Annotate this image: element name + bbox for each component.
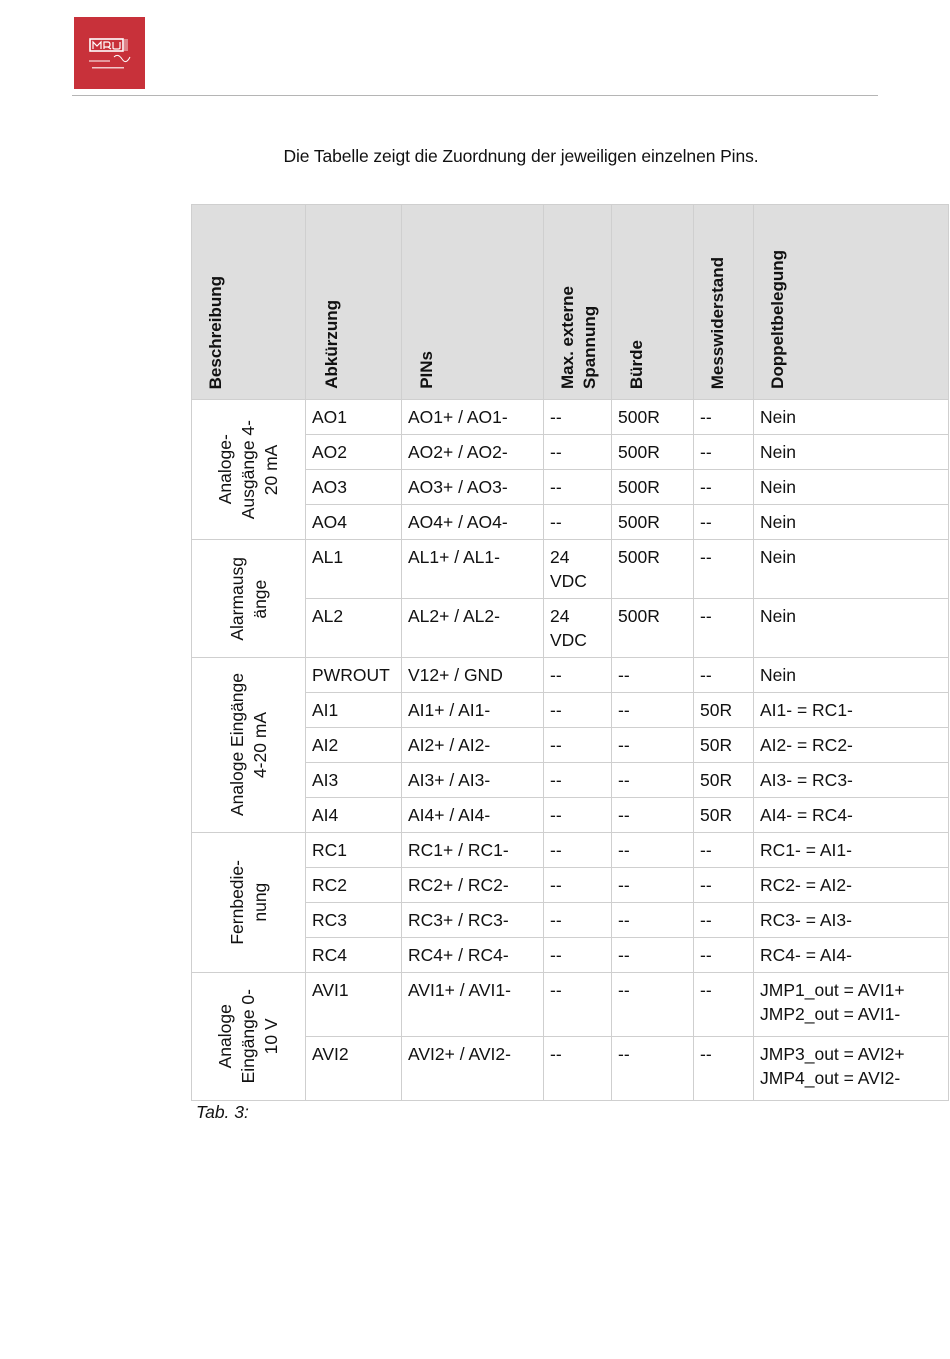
cell-doppeltbelegung-text: RC2- = AI2- [760, 875, 852, 895]
cell-abkuerzung-text: AVI1 [312, 980, 349, 1000]
cell-doppeltbelegung-text: AI1- = RC1- [760, 700, 853, 720]
table-row [192, 798, 949, 833]
cell-doppeltbelegung [754, 470, 949, 505]
cell-spannung [544, 973, 612, 1037]
cell-spannung-text: 24 VDC [550, 606, 587, 650]
header-pins: PINs [402, 205, 544, 400]
group-label: Analoge- Ausgänge 4- 20 mA [215, 419, 281, 520]
cell-abkuerzung-text: AO2 [312, 442, 348, 462]
cell-messwiderstand-text: 50R [700, 770, 733, 790]
cell-pins [402, 400, 544, 435]
table-header-row [192, 205, 949, 400]
cell-abkuerzung [306, 868, 402, 903]
cell-spannung [544, 763, 612, 798]
cell-pins-text: AO1+ / AO1- [408, 407, 508, 427]
cell-doppeltbelegung [754, 435, 949, 470]
cell-spannung-text: -- [550, 477, 562, 497]
cell-buerde [612, 693, 694, 728]
cell-spannung [544, 470, 612, 505]
table-row [192, 973, 949, 1037]
cell-messwiderstand-text: 50R [700, 735, 733, 755]
cell-buerde [612, 470, 694, 505]
cell-messwiderstand [694, 938, 754, 973]
table-row [192, 693, 949, 728]
cell-pins [402, 540, 544, 599]
cell-pins-text: RC2+ / RC2- [408, 875, 509, 895]
cell-doppeltbelegung [754, 599, 949, 658]
cell-doppeltbelegung [754, 505, 949, 540]
cell-buerde-text: 500R [618, 477, 660, 497]
cell-buerde-text: -- [618, 945, 630, 965]
group-label-cell [192, 400, 306, 540]
cell-pins [402, 728, 544, 763]
cell-pins-text: AO3+ / AO3- [408, 477, 508, 497]
cell-pins-text: AI1+ / AI1- [408, 700, 491, 720]
cell-doppeltbelegung-text: RC1- = AI1- [760, 840, 852, 860]
cell-buerde [612, 658, 694, 693]
cell-doppeltbelegung-text: Nein [760, 512, 796, 532]
cell-messwiderstand-text: -- [700, 665, 712, 685]
intro-text: Die Tabelle zeigt die Zuordnung der jeweiligen einzelnen Pins. [283, 146, 759, 166]
cell-spannung [544, 798, 612, 833]
cell-buerde [612, 973, 694, 1037]
cell-buerde-text: -- [618, 735, 630, 755]
cell-buerde [612, 599, 694, 658]
cell-abkuerzung [306, 540, 402, 599]
cell-doppeltbelegung-text: Nein [760, 606, 796, 626]
cell-abkuerzung-text: AO3 [312, 477, 348, 497]
table-row [192, 540, 949, 599]
cell-messwiderstand-text: -- [700, 442, 712, 462]
cell-abkuerzung-text: AO4 [312, 512, 348, 532]
cell-messwiderstand [694, 400, 754, 435]
cell-buerde [612, 728, 694, 763]
cell-abkuerzung [306, 833, 402, 868]
cell-doppeltbelegung [754, 693, 949, 728]
cell-messwiderstand-text: -- [700, 477, 712, 497]
cell-spannung [544, 599, 612, 658]
group-label-cell [192, 973, 306, 1101]
cell-buerde-text: 500R [618, 407, 660, 427]
cell-doppeltbelegung-text: AI4- = RC4- [760, 805, 853, 825]
header-messwiderstand: Messwiderstand [694, 205, 754, 400]
cell-spannung-text: -- [550, 805, 562, 825]
cell-pins-text: AO4+ / AO4- [408, 512, 508, 532]
cell-doppeltbelegung-text: RC3- = AI3- [760, 910, 852, 930]
cell-doppeltbelegung [754, 903, 949, 938]
cell-doppeltbelegung [754, 728, 949, 763]
cell-abkuerzung-text: PWROUT [312, 665, 390, 685]
cell-abkuerzung-text: AL1 [312, 547, 344, 567]
cell-pins [402, 798, 544, 833]
cell-pins-text: AVI1+ / AVI1- [408, 980, 511, 1000]
cell-abkuerzung [306, 903, 402, 938]
cell-doppeltbelegung [754, 798, 949, 833]
table-row [192, 938, 949, 973]
cell-pins-text: AL1+ / AL1- [408, 547, 500, 567]
cell-buerde-text: 500R [618, 442, 660, 462]
cell-buerde-text: -- [618, 980, 630, 1000]
pin-assignment-table [191, 204, 949, 1101]
header-divider [72, 95, 878, 96]
cell-spannung [544, 728, 612, 763]
cell-messwiderstand [694, 763, 754, 798]
cell-doppeltbelegung [754, 1037, 949, 1101]
cell-buerde [612, 505, 694, 540]
cell-buerde [612, 798, 694, 833]
group-label-cell [192, 658, 306, 833]
cell-doppeltbelegung-text: Nein [760, 665, 796, 685]
cell-spannung-text: -- [550, 512, 562, 532]
cell-abkuerzung [306, 400, 402, 435]
table-row [192, 1037, 949, 1101]
cell-messwiderstand-text: 50R [700, 700, 733, 720]
cell-abkuerzung [306, 658, 402, 693]
group-label-cell [192, 540, 306, 658]
cell-doppeltbelegung-text: Nein [760, 442, 796, 462]
cell-buerde [612, 1037, 694, 1101]
table-row [192, 728, 949, 763]
table-row [192, 833, 949, 868]
cell-spannung-text: -- [550, 700, 562, 720]
cell-abkuerzung [306, 763, 402, 798]
cell-doppeltbelegung-text: RC4- = AI4- [760, 945, 852, 965]
cell-buerde-text: -- [618, 1044, 630, 1064]
cell-pins-text: AI4+ / AI4- [408, 805, 491, 825]
cell-messwiderstand [694, 599, 754, 658]
cell-pins [402, 658, 544, 693]
group-label: Analoge Eingänge 0- 10 V [215, 989, 281, 1084]
cell-spannung [544, 903, 612, 938]
cell-pins [402, 435, 544, 470]
cell-pins-text: V12+ / GND [408, 665, 503, 685]
cell-buerde-text: -- [618, 875, 630, 895]
cell-messwiderstand [694, 540, 754, 599]
cell-buerde [612, 833, 694, 868]
cell-spannung [544, 693, 612, 728]
cell-pins [402, 868, 544, 903]
cell-pins [402, 1037, 544, 1101]
cell-doppeltbelegung-text: AI3- = RC3- [760, 770, 853, 790]
cell-messwiderstand-text: -- [700, 945, 712, 965]
cell-abkuerzung-text: RC1 [312, 840, 348, 860]
cell-abkuerzung-text: AI4 [312, 805, 339, 825]
table-row [192, 435, 949, 470]
table-row [192, 868, 949, 903]
cell-pins-text: AI2+ / AI2- [408, 735, 491, 755]
cell-doppeltbelegung-text: Nein [760, 477, 796, 497]
cell-pins [402, 470, 544, 505]
cell-messwiderstand [694, 1037, 754, 1101]
cell-abkuerzung-text: AI2 [312, 735, 339, 755]
cell-abkuerzung [306, 693, 402, 728]
cell-doppeltbelegung [754, 973, 949, 1037]
cell-buerde [612, 938, 694, 973]
cell-abkuerzung [306, 470, 402, 505]
table-row [192, 658, 949, 693]
cell-buerde-text: -- [618, 910, 630, 930]
header-beschreibung: Beschreibung [192, 205, 306, 400]
cell-spannung-text: -- [550, 1044, 562, 1064]
group-label: Fernbedie- nung [226, 860, 270, 945]
cell-messwiderstand [694, 505, 754, 540]
cell-doppeltbelegung-text: JMP1_out = AVI1+ JMP2_out = AVI1- [760, 980, 905, 1024]
cell-abkuerzung-text: RC3 [312, 910, 348, 930]
cell-spannung [544, 938, 612, 973]
header-doppeltbelegung: Doppeltbelegung [754, 205, 949, 400]
cell-messwiderstand [694, 728, 754, 763]
cell-doppeltbelegung [754, 868, 949, 903]
cell-messwiderstand [694, 903, 754, 938]
cell-abkuerzung [306, 798, 402, 833]
cell-pins [402, 973, 544, 1037]
cell-pins-text: RC4+ / RC4- [408, 945, 509, 965]
cell-abkuerzung [306, 505, 402, 540]
cell-spannung [544, 540, 612, 599]
cell-pins-text: AI3+ / AI3- [408, 770, 491, 790]
header-max-spannung: Max. externe Spannung [544, 205, 612, 400]
cell-buerde-text: 500R [618, 547, 660, 567]
cell-buerde-text: -- [618, 700, 630, 720]
cell-messwiderstand-text: -- [700, 840, 712, 860]
cell-abkuerzung [306, 435, 402, 470]
cell-spannung [544, 658, 612, 693]
cell-pins [402, 505, 544, 540]
cell-abkuerzung-text: AVI2 [312, 1044, 349, 1064]
cell-abkuerzung-text: AO1 [312, 407, 348, 427]
cell-abkuerzung [306, 599, 402, 658]
cell-buerde-text: -- [618, 840, 630, 860]
group-label-cell [192, 833, 306, 973]
cell-messwiderstand-text: -- [700, 606, 712, 626]
cell-pins [402, 833, 544, 868]
cell-spannung-text: -- [550, 945, 562, 965]
cell-doppeltbelegung [754, 658, 949, 693]
cell-buerde-text: -- [618, 805, 630, 825]
cell-pins-text: RC1+ / RC1- [408, 840, 509, 860]
cell-doppeltbelegung [754, 763, 949, 798]
cell-messwiderstand [694, 658, 754, 693]
cell-spannung-text: -- [550, 665, 562, 685]
cell-pins [402, 903, 544, 938]
cell-abkuerzung [306, 938, 402, 973]
cell-doppeltbelegung [754, 833, 949, 868]
cell-spannung [544, 505, 612, 540]
cell-pins-text: RC3+ / RC3- [408, 910, 509, 930]
group-label: Alarmausg änge [226, 556, 270, 641]
cell-abkuerzung-text: AI1 [312, 700, 339, 720]
cell-buerde [612, 868, 694, 903]
cell-abkuerzung-text: RC4 [312, 945, 348, 965]
cell-doppeltbelegung-text: JMP3_out = AVI2+ JMP4_out = AVI2- [760, 1044, 905, 1088]
table-row [192, 599, 949, 658]
cell-spannung-text: -- [550, 407, 562, 427]
cell-pins [402, 599, 544, 658]
cell-spannung-text: -- [550, 770, 562, 790]
cell-messwiderstand [694, 470, 754, 505]
table-caption: Tab. 3: [196, 1102, 249, 1122]
cell-abkuerzung [306, 973, 402, 1037]
cell-spannung-text: 24 VDC [550, 547, 587, 591]
cell-pins [402, 693, 544, 728]
cell-spannung-text: -- [550, 980, 562, 1000]
cell-abkuerzung-text: RC2 [312, 875, 348, 895]
cell-messwiderstand-text: -- [700, 875, 712, 895]
cell-buerde [612, 903, 694, 938]
cell-spannung [544, 1037, 612, 1101]
company-logo-icon [74, 17, 145, 89]
cell-buerde [612, 400, 694, 435]
cell-messwiderstand [694, 833, 754, 868]
cell-buerde-text: -- [618, 665, 630, 685]
table-row [192, 505, 949, 540]
cell-abkuerzung [306, 728, 402, 763]
cell-messwiderstand-text: -- [700, 1044, 712, 1064]
cell-messwiderstand-text: -- [700, 910, 712, 930]
cell-messwiderstand-text: -- [700, 547, 712, 567]
cell-buerde [612, 763, 694, 798]
cell-pins-text: AL2+ / AL2- [408, 606, 500, 626]
cell-messwiderstand [694, 798, 754, 833]
cell-messwiderstand-text: 50R [700, 805, 733, 825]
cell-pins [402, 938, 544, 973]
header-buerde: Bürde [612, 205, 694, 400]
cell-spannung-text: -- [550, 875, 562, 895]
cell-pins [402, 763, 544, 798]
cell-buerde [612, 540, 694, 599]
table-row [192, 903, 949, 938]
table-row [192, 400, 949, 435]
cell-messwiderstand [694, 693, 754, 728]
cell-abkuerzung [306, 1037, 402, 1101]
cell-spannung [544, 435, 612, 470]
cell-spannung-text: -- [550, 840, 562, 860]
cell-spannung [544, 868, 612, 903]
cell-doppeltbelegung-text: AI2- = RC2- [760, 735, 853, 755]
group-label: Analoge Eingänge 4-20 mA [226, 673, 270, 817]
cell-spannung-text: -- [550, 910, 562, 930]
cell-doppeltbelegung-text: Nein [760, 407, 796, 427]
cell-spannung-text: -- [550, 442, 562, 462]
cell-doppeltbelegung [754, 938, 949, 973]
cell-buerde [612, 435, 694, 470]
cell-messwiderstand-text: -- [700, 980, 712, 1000]
cell-messwiderstand [694, 435, 754, 470]
cell-buerde-text: 500R [618, 606, 660, 626]
table-row [192, 470, 949, 505]
table-row [192, 763, 949, 798]
cell-buerde-text: 500R [618, 512, 660, 532]
cell-doppeltbelegung [754, 400, 949, 435]
cell-messwiderstand-text: -- [700, 512, 712, 532]
cell-messwiderstand [694, 973, 754, 1037]
cell-messwiderstand [694, 868, 754, 903]
cell-abkuerzung-text: AI3 [312, 770, 339, 790]
cell-pins-text: AVI2+ / AVI2- [408, 1044, 511, 1064]
cell-doppeltbelegung [754, 540, 949, 599]
header-abkuerzung: Abkürzung [306, 205, 402, 400]
cell-pins-text: AO2+ / AO2- [408, 442, 508, 462]
cell-spannung [544, 833, 612, 868]
cell-abkuerzung-text: AL2 [312, 606, 344, 626]
cell-buerde-text: -- [618, 770, 630, 790]
cell-doppeltbelegung-text: Nein [760, 547, 796, 567]
cell-spannung [544, 400, 612, 435]
cell-messwiderstand-text: -- [700, 407, 712, 427]
cell-spannung-text: -- [550, 735, 562, 755]
